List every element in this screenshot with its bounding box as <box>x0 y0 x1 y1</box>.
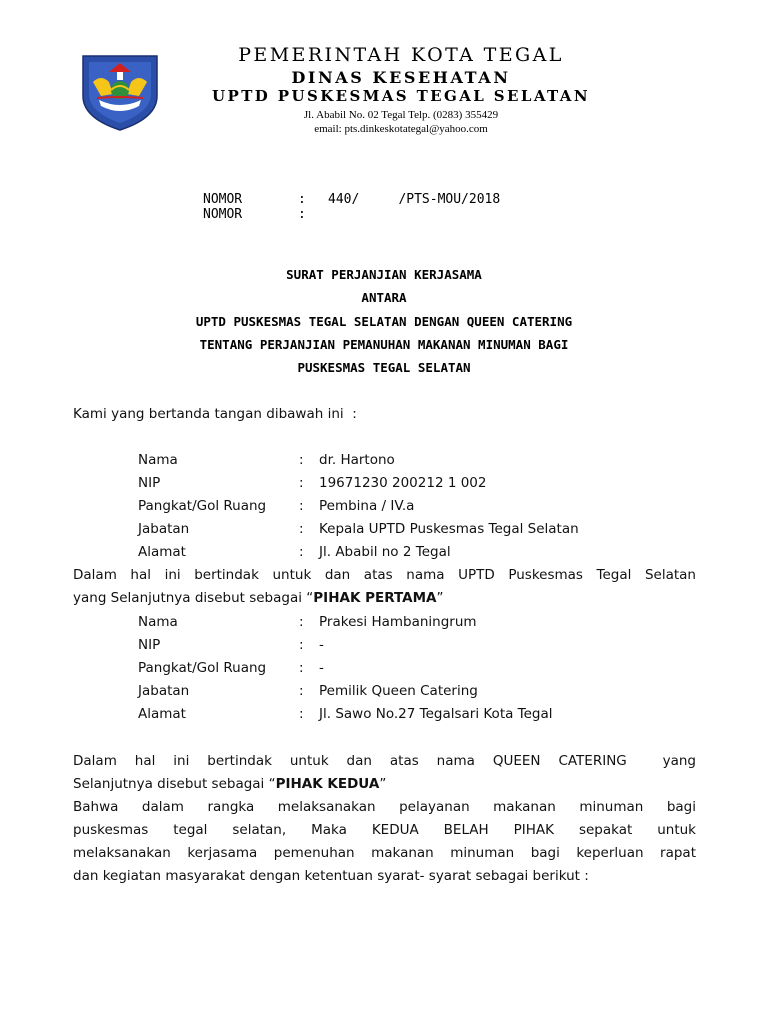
intro-text: Kami yang bertanda tangan dibawah ini : <box>73 406 357 422</box>
field-colon: : <box>299 706 304 722</box>
title-line-1: SURAT PERJANJIAN KERJASAMA <box>286 267 482 282</box>
field-label: NIP <box>138 637 161 653</box>
closing-line: dan kegiatan masyarakat dengan ketentuan syarat- syarat sebagai berikut : <box>73 868 589 884</box>
party1-row <box>0 475 768 495</box>
party1-description: Dalam hal ini bertindak untuk dan atas nama UPTD Puskesmas Tegal Selatan <box>73 567 696 583</box>
title-line-2: ANTARA <box>361 290 407 305</box>
party2-row <box>0 683 768 703</box>
number-value-1: 440/ /PTS-MOU/2018 <box>328 192 501 207</box>
title-line-4: TENTANG PERJANJIAN PEMANUHAN MAKANAN MINUMAN BAGI <box>199 337 569 352</box>
field-colon: : <box>299 475 304 491</box>
field-label: Jabatan <box>138 521 190 537</box>
title-line-5: PUSKESMAS TEGAL SELATAN <box>297 360 471 375</box>
field-colon: : <box>299 544 304 560</box>
field-value: dr. Hartono <box>319 452 395 468</box>
field-colon: : <box>299 683 304 699</box>
field-value: Pembina / IV.a <box>319 498 415 514</box>
field-label: Pangkat/Gol Ruang <box>138 660 267 676</box>
party2-role-line <box>73 776 386 792</box>
field-colon: : <box>299 498 304 514</box>
party2-role: PIHAK KEDUA <box>275 776 380 792</box>
closing-line: Bahwa dalam rangka melaksanakan pelayanan makanan minuman bagi <box>73 799 696 815</box>
field-value: - <box>319 660 324 676</box>
letterhead-department: DINAS KESEHATAN <box>291 68 511 87</box>
closing-line: melaksanakan kerjasama pemenuhan makanan minuman bagi keperluan rapat <box>73 845 696 861</box>
field-colon: : <box>299 452 304 468</box>
field-colon: : <box>299 521 304 537</box>
number-label-2: NOMOR <box>203 207 243 222</box>
closing-line: puskesmas tegal selatan, Maka KEDUA BELAH PIHAK sepakat untuk <box>73 822 696 838</box>
field-label: Jabatan <box>138 683 190 699</box>
field-colon: : <box>299 660 304 676</box>
number-colon-2: : <box>298 207 306 222</box>
number-label-1: NOMOR <box>203 192 243 207</box>
party1-role: PIHAK PERTAMA <box>313 590 437 606</box>
field-value: Prakesi Hambaningrum <box>319 614 477 630</box>
field-label: Nama <box>138 614 178 630</box>
field-colon: : <box>299 614 304 630</box>
party1-row <box>0 544 768 564</box>
letterhead-address: Jl. Ababil No. 02 Tegal Telp. (0283) 355429 <box>303 109 499 121</box>
field-value: 19671230 200212 1 002 <box>319 475 487 491</box>
party1-row <box>0 498 768 518</box>
party1-row <box>0 521 768 541</box>
party2-description: Dalam hal ini bertindak untuk dan atas nama QUEEN CATERING yang <box>73 753 696 769</box>
party2-row <box>0 637 768 657</box>
field-value: - <box>319 637 324 653</box>
party1-row <box>0 452 768 472</box>
role-prefix: yang Selanjutnya disebut sebagai “ <box>73 590 314 606</box>
party2-row <box>0 660 768 680</box>
party2-row <box>0 706 768 726</box>
field-label: NIP <box>138 475 161 491</box>
letterhead-government: PEMERINTAH KOTA TEGAL <box>238 44 564 66</box>
field-value: Kepala UPTD Puskesmas Tegal Selatan <box>319 521 579 537</box>
party2-row <box>0 614 768 634</box>
title-line-3: UPTD PUSKESMAS TEGAL SELATAN DENGAN QUEEN CATERING <box>195 314 573 329</box>
letterhead-unit: UPTD PUSKESMAS TEGAL SELATAN <box>212 87 590 105</box>
field-label: Alamat <box>138 706 186 722</box>
field-label: Alamat <box>138 544 186 560</box>
field-value: Jl. Ababil no 2 Tegal <box>319 544 451 560</box>
role-prefix: Selanjutnya disebut sebagai “ <box>73 776 276 792</box>
field-value: Pemilik Queen Catering <box>319 683 478 699</box>
party1-role-line <box>73 590 444 606</box>
field-label: Nama <box>138 452 178 468</box>
letterhead <box>0 0 768 150</box>
field-colon: : <box>299 637 304 653</box>
letterhead-email: email: pts.dinkeskotategal@yahoo.com <box>314 123 488 135</box>
number-colon-1: : <box>298 192 306 207</box>
field-label: Pangkat/Gol Ruang <box>138 498 267 514</box>
field-value: Jl. Sawo No.27 Tegalsari Kota Tegal <box>319 706 553 722</box>
role-suffix: ” <box>436 590 444 606</box>
role-suffix: ” <box>379 776 387 792</box>
